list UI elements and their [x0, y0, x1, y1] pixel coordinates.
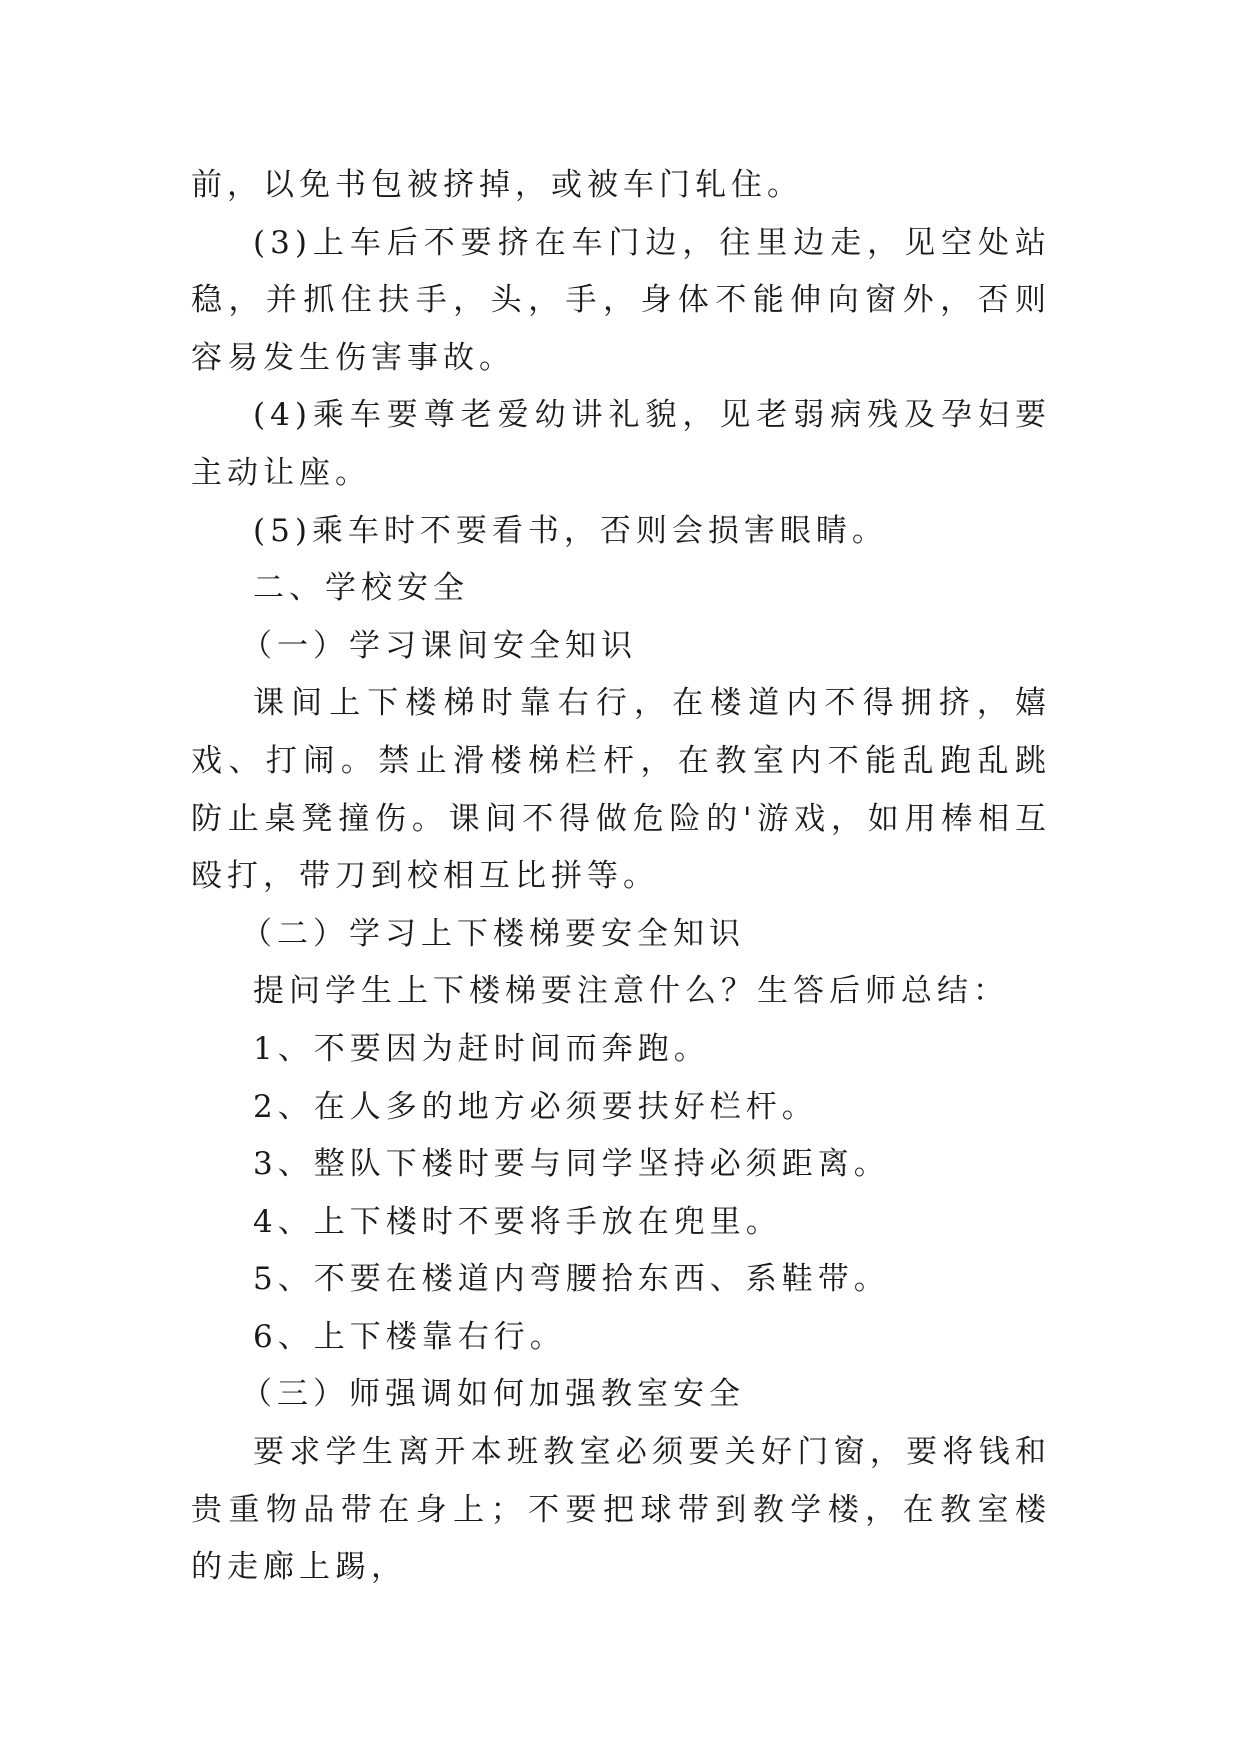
paragraph-question: 提问学生上下楼梯要注意什么？生答后师总结：: [253, 973, 1009, 1010]
list-item-3: 3、整队下楼时要与同学坚持必须距离。: [253, 1146, 890, 1183]
list-item-1: 1、不要因为赶时间而奔跑。: [253, 1030, 710, 1067]
paragraph-classroom-safety: 要求学生离开本班教室必须要关好门窗，要将钱和贵重物品带在身上；不要把球带到教学楼，在教室楼的走廊上踢，: [191, 1434, 1051, 1586]
section-heading-school-safety: 二、学校安全: [253, 570, 469, 607]
list-item-2: 2、在人多的地方必须要扶好栏杆。: [253, 1088, 818, 1125]
subsection-heading-1: （一）学习课间安全知识: [241, 627, 637, 664]
list-item-4: 4、上下楼时不要将手放在兜里。: [253, 1203, 782, 1240]
subsection-heading-3: （三）师强调如何加强教室安全: [241, 1376, 745, 1413]
paragraph-item-4: (4)乘车要尊老爱幼讲礼貌，见老弱病残及孕妇要主动让座。: [191, 397, 1051, 491]
list-item-5: 5、不要在楼道内弯腰拾东西、系鞋带。: [253, 1261, 890, 1298]
document-body: [191, 157, 1051, 1597]
list-item-6: 6、上下楼靠右行。: [253, 1318, 566, 1355]
paragraph-continuation: 前，以免书包被挤掉，或被车门轧住。: [191, 167, 803, 203]
subsection-heading-2: （二）学习上下楼梯要安全知识: [241, 915, 745, 952]
paragraph-item-3: (3)上车后不要挤在车门边，往里边走，见空处站稳，并抓住扶手，头，手，身体不能伸向窗外，否则容易发生伤害事故。: [191, 224, 1051, 376]
paragraph-break-safety: 课间上下楼梯时靠右行，在楼道内不得拥挤，嬉戏、打闹。禁止滑楼梯栏杆，在教室内不能乱跑乱跳防止桌凳撞伤。课间不得做危险的'游戏，如用棒相互殴打，带刀到校相互比拼等。: [191, 685, 1051, 895]
paragraph-item-5: (5)乘车时不要看书，否则会损害眼睛。: [253, 512, 888, 549]
